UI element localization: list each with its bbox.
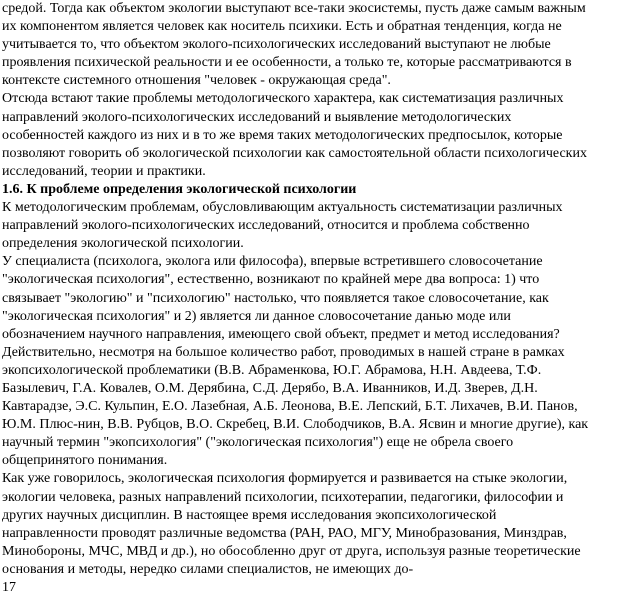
text-line: общепринятого понимания. — [2, 453, 168, 469]
text-line: их компонентом является человек как носитель психики. Есть и обратная тенденция, когда не — [2, 19, 562, 35]
text-line: позволяют говорить об экологической психологии как самостоятельной области психологических — [2, 145, 587, 161]
text-line: учитывается то, что объектом эколого-психологических исследований выступают не любые — [2, 37, 551, 53]
text-line: связывает "экологию" и "психологию" настолько, что появляется такое словосочетание, как — [2, 290, 549, 306]
text-line: исследований, теории и практики. — [2, 163, 206, 179]
text-line: определения экологической психологии. — [2, 236, 244, 252]
text-line: направленности проводят различные ведомства (РАН, РАО, МГУ, Минобразования, Минздрав, — [2, 525, 567, 541]
text-line: основания и методы, нередко силами специалистов, не имеющих до- — [2, 561, 414, 577]
text-line: К методологическим проблемам, обусловливающим актуальность систематизации различных — [2, 200, 563, 216]
text-line: особенностей каждого из них и в то же время таких методологических предпосылок, которые — [2, 127, 563, 143]
page-number: 17 — [2, 580, 16, 595]
text-line: экопсихологической проблематики (В.В. Абраменкова, Ю.Г. Абрамова, Н.Н. Авдеева, Т.Ф. — [2, 362, 542, 378]
text-line: "экологическая психология", естественно, возникают по крайней мере два вопроса: 1) что — [2, 272, 540, 288]
paragraph — [2, 470, 616, 579]
text-line: проявления психической реальности и ее особенности, а только те, которые рассматриваются в — [2, 55, 572, 71]
text-line: Отсюда встают такие проблемы методологического характера, как систематизация различных — [2, 91, 564, 107]
paragraph — [2, 90, 616, 180]
paragraph — [2, 199, 616, 253]
text-line: научный термин "экопсихология" ("экологическая психология") еще не обрела своего — [2, 435, 514, 451]
text-line: экологии человека, разных направлений психологии, психотерапии, педагогики, философии и — [2, 489, 564, 505]
text-line: У специалиста (психолога, эколога или философа), впервые встретившего словосочетание — [2, 254, 543, 270]
document-page — [2, 0, 616, 597]
text-line: других научных дисциплин. В настоящее время исследования экопсихологической — [2, 507, 497, 523]
text-line: обозначением научного направления, имеющего свой объект, предмет и метод исследования? — [2, 326, 560, 342]
text-line: "экологическая психология" и 2) является ли данное словосочетание данью моде или — [2, 308, 511, 324]
paragraph — [2, 0, 616, 90]
text-line: контексте системного отношения "человек - окружающая среда". — [2, 73, 391, 89]
text-line: средой. Тогда как объектом экологии выступают все-таки экосистемы, пусть даже самым важным — [2, 1, 586, 16]
text-line: Кавтарадзе, Э.С. Кульпин, Е.О. Лазебная, А.Б. Леонова, В.Е. Лепский, Б.Т. Лихачев, В.И. Панов, — [2, 399, 578, 415]
text-line: направлений эколого-психологических исследований, относится и проблема собственно — [2, 218, 530, 234]
text-line: Базылевич, Г.А. Ковалев, О.М. Дерябина, С.Д. Дерябо, В.А. Иванников, И.Д. Зверев, Д.Н. — [2, 380, 538, 396]
text-line: Ю.М. Плюс-нин, В.В. Рубцов, В.О. Скребец, В.И. Слободчиков, В.А. Ясвин и многие другие), как — [2, 417, 589, 433]
text-line: направлений эколого-психологических исследований и выявление методологических — [2, 109, 512, 125]
text-line: Минобороны, МЧС, МВД и др.), но обособленно друг от друга, используя разные теоретические — [2, 543, 581, 559]
text-line: Действительно, несмотря на большое количество работ, проводимых в нашей стране в рамках — [2, 344, 565, 360]
paragraph — [2, 253, 616, 470]
text-line: Как уже говорилось, экологическая психология формируется и развивается на стыке экологии, — [2, 471, 568, 487]
section-heading: 1.6. К проблеме определения экологической психологии — [2, 181, 357, 197]
